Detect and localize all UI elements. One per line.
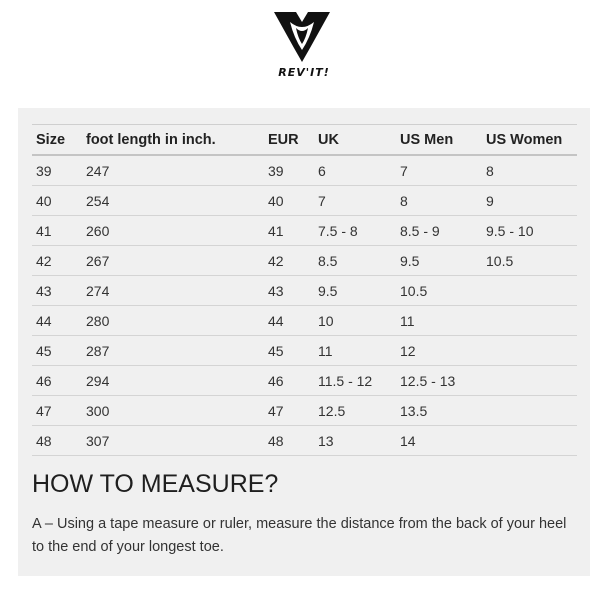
cell-size: 47 <box>32 396 82 426</box>
cell-us-women: 9.5 - 10 <box>482 216 577 246</box>
cell-size: 45 <box>32 336 82 366</box>
table-row <box>32 216 577 246</box>
cell-eur: 40 <box>264 186 314 216</box>
revit-logo-icon <box>270 8 334 64</box>
cell-us-men: 12.5 - 13 <box>396 366 482 396</box>
cell-size: 46 <box>32 366 82 396</box>
cell-foot-length: 267 <box>82 246 264 276</box>
size-table <box>32 124 577 456</box>
table-row <box>32 306 577 336</box>
cell-us-men: 8.5 - 9 <box>396 216 482 246</box>
cell-us-men: 12 <box>396 336 482 366</box>
cell-uk: 7 <box>314 186 396 216</box>
cell-us-men: 8 <box>396 186 482 216</box>
cell-uk: 7.5 - 8 <box>314 216 396 246</box>
header-eur: EUR <box>264 125 314 156</box>
table-row <box>32 396 577 426</box>
cell-foot-length: 307 <box>82 426 264 456</box>
cell-uk: 11.5 - 12 <box>314 366 396 396</box>
cell-us-women <box>482 336 577 366</box>
header-size: Size <box>32 125 82 156</box>
cell-size: 39 <box>32 155 82 186</box>
cell-size: 41 <box>32 216 82 246</box>
cell-us-men: 9.5 <box>396 246 482 276</box>
cell-foot-length: 287 <box>82 336 264 366</box>
brand-logo <box>0 0 608 100</box>
size-chart-panel <box>18 108 590 576</box>
cell-us-men: 14 <box>396 426 482 456</box>
cell-size: 43 <box>32 276 82 306</box>
cell-foot-length: 300 <box>82 396 264 426</box>
cell-us-women: 9 <box>482 186 577 216</box>
cell-us-men: 7 <box>396 155 482 186</box>
cell-foot-length: 260 <box>82 216 264 246</box>
header-us-men: US Men <box>396 125 482 156</box>
header-uk: UK <box>314 125 396 156</box>
header-us-women: US Women <box>482 125 577 156</box>
cell-eur: 46 <box>264 366 314 396</box>
table-row <box>32 155 577 186</box>
cell-size: 48 <box>32 426 82 456</box>
header-foot-length: foot length in inch. <box>82 125 264 156</box>
cell-us-men: 10.5 <box>396 276 482 306</box>
cell-eur: 42 <box>264 246 314 276</box>
cell-uk: 8.5 <box>314 246 396 276</box>
cell-uk: 10 <box>314 306 396 336</box>
how-to-measure-text: A – Using a tape measure or ruler, measure the distance from the back of your heel to the end of your longest toe. <box>32 516 567 555</box>
how-to-measure-heading: HOW TO MEASURE? <box>32 470 279 498</box>
cell-foot-length: 247 <box>82 155 264 186</box>
cell-us-women: 8 <box>482 155 577 186</box>
cell-us-women <box>482 396 577 426</box>
cell-us-women <box>482 276 577 306</box>
cell-us-women <box>482 426 577 456</box>
cell-eur: 44 <box>264 306 314 336</box>
table-header-row <box>32 125 577 156</box>
brand-logo-text: REV'IT! <box>278 66 330 79</box>
cell-eur: 45 <box>264 336 314 366</box>
cell-us-men: 11 <box>396 306 482 336</box>
table-row <box>32 426 577 456</box>
cell-eur: 39 <box>264 155 314 186</box>
cell-uk: 6 <box>314 155 396 186</box>
table-row <box>32 246 577 276</box>
cell-foot-length: 294 <box>82 366 264 396</box>
cell-size: 40 <box>32 186 82 216</box>
cell-size: 42 <box>32 246 82 276</box>
table-row <box>32 276 577 306</box>
cell-uk: 13 <box>314 426 396 456</box>
cell-size: 44 <box>32 306 82 336</box>
cell-foot-length: 280 <box>82 306 264 336</box>
cell-us-women <box>482 306 577 336</box>
cell-foot-length: 274 <box>82 276 264 306</box>
cell-eur: 48 <box>264 426 314 456</box>
table-row <box>32 336 577 366</box>
cell-uk: 11 <box>314 336 396 366</box>
table-row <box>32 186 577 216</box>
cell-us-women: 10.5 <box>482 246 577 276</box>
cell-uk: 12.5 <box>314 396 396 426</box>
cell-uk: 9.5 <box>314 276 396 306</box>
cell-us-men: 13.5 <box>396 396 482 426</box>
cell-eur: 41 <box>264 216 314 246</box>
cell-eur: 47 <box>264 396 314 426</box>
cell-eur: 43 <box>264 276 314 306</box>
table-row <box>32 366 577 396</box>
cell-foot-length: 254 <box>82 186 264 216</box>
cell-us-women <box>482 366 577 396</box>
